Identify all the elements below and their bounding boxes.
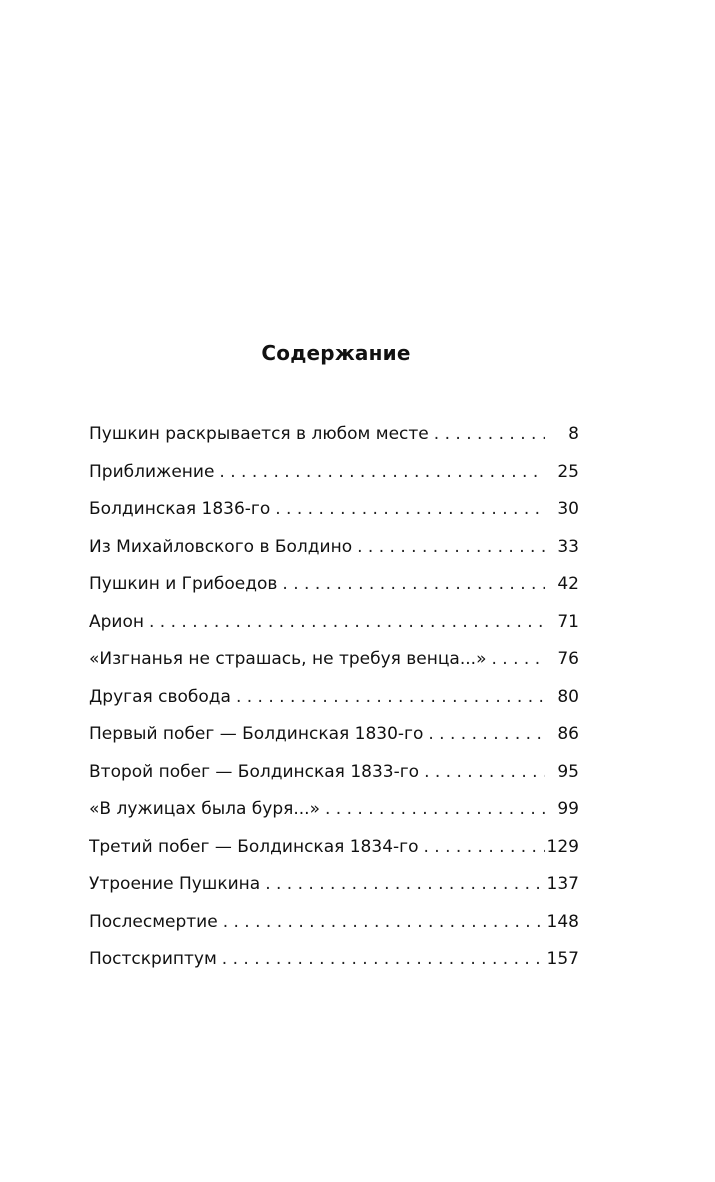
toc-entry-page: 99: [557, 799, 579, 819]
toc-entry-title: Пушкин раскрывается в любом месте: [89, 424, 429, 444]
dot-leader: [149, 608, 545, 636]
toc-entry-page: 8: [568, 424, 579, 444]
toc-entry-page: 71: [557, 611, 579, 632]
toc-entry: [89, 533, 579, 571]
dot-leader: [423, 833, 545, 861]
dot-leader: [223, 908, 545, 936]
toc-entry-page: 137: [546, 874, 579, 894]
dot-leader: [357, 533, 545, 561]
toc-entry-page: 42: [557, 574, 579, 594]
toc-entry: [89, 570, 579, 608]
dot-leader: [236, 683, 545, 711]
toc-entry-page: 129: [546, 836, 579, 857]
toc-entry-title: Постскриптум: [89, 949, 217, 969]
toc-entry-page: 76: [557, 649, 579, 669]
toc-entry-page: 80: [557, 686, 579, 707]
toc-entry-title: «В лужицах была буря...»: [89, 799, 320, 819]
toc-entry-title: Утроение Пушкина: [89, 874, 261, 894]
toc-entry: [89, 683, 579, 721]
toc-entry-title: Болдинская 1836-го: [89, 499, 271, 519]
dot-leader: [491, 645, 545, 673]
dot-leader: [282, 570, 545, 598]
toc-entry-page: 95: [557, 761, 579, 782]
toc-entry-page: 25: [557, 461, 579, 482]
toc-entry-page: 33: [557, 536, 579, 557]
dot-leader: [428, 720, 545, 748]
dot-leader: [222, 945, 545, 973]
toc-entry: [89, 945, 579, 983]
toc-entry-page: 148: [546, 911, 579, 932]
toc-entry-title: Приближение: [89, 461, 215, 482]
toc-entry-page: 30: [557, 499, 579, 519]
dot-leader: [424, 758, 545, 786]
dot-leader: [325, 795, 545, 823]
dot-leader: [275, 495, 545, 523]
toc-entry: [89, 795, 579, 833]
toc-entry: [89, 833, 579, 871]
toc-entry-title: Из Михайловского в Болдино: [89, 536, 353, 557]
toc-entry-title: Третий побег — Болдинская 1834-го: [89, 836, 419, 857]
toc-entry-title: Послесмертие: [89, 911, 218, 932]
toc-entry: [89, 420, 579, 458]
toc-entry-title: Второй побег — Болдинская 1833-го: [89, 761, 420, 782]
toc-entry: [89, 458, 579, 496]
toc-entry-title: «Изгнанья не страшась, не требуя венца...»: [89, 649, 487, 669]
toc-entry: [89, 495, 579, 533]
toc-entry-title: Пушкин и Грибоедов: [89, 574, 278, 594]
toc-entry-page: 157: [546, 949, 579, 969]
toc-entry-title: Первый побег — Болдинская 1830-го: [89, 724, 424, 744]
dot-leader: [434, 420, 545, 448]
toc-entry: [89, 870, 579, 908]
page-title: Содержание: [261, 341, 411, 365]
toc-entry: [89, 645, 579, 683]
dot-leader: [265, 870, 545, 898]
toc-entry: [89, 720, 579, 758]
table-of-contents: [89, 420, 579, 983]
toc-entry: [89, 908, 579, 946]
toc-entry: [89, 758, 579, 796]
toc-entry-page: 86: [557, 724, 579, 744]
toc-entry-title: Другая свобода: [89, 686, 231, 707]
toc-entry-title: Арион: [89, 611, 144, 632]
dot-leader: [219, 458, 545, 486]
toc-entry: [89, 608, 579, 646]
